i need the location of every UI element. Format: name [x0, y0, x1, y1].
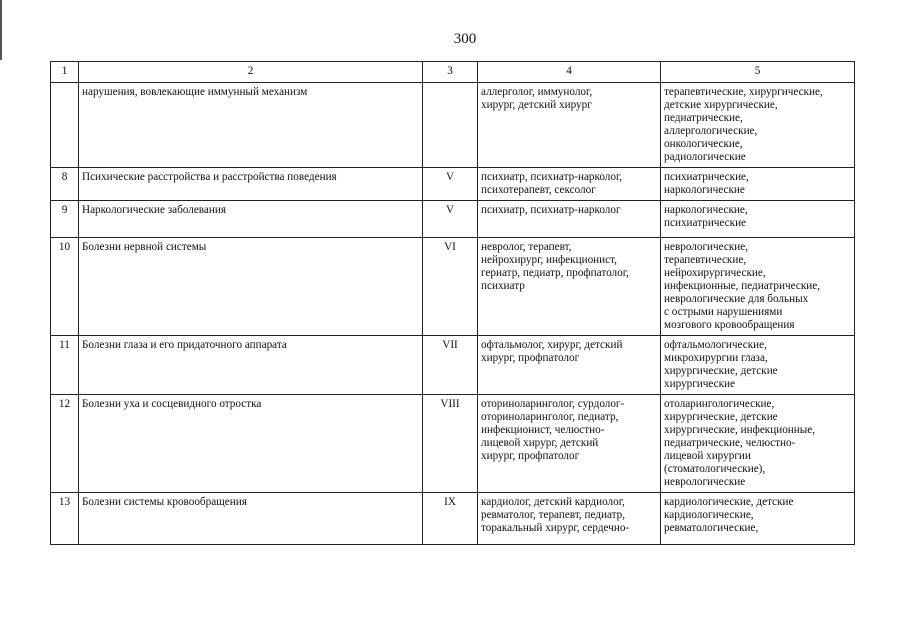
disease-name: нарушения, вовлекающие иммунный механизм	[79, 83, 423, 168]
specialists	[478, 395, 661, 493]
disease-class	[423, 83, 478, 168]
specialists-text: психиатр, психиатр-нарколог, психотерапевт, сексолог	[481, 171, 623, 196]
specialists-text: кардиолог, детский кардиолог, ревматолог, терапевт, педиатр, торакальный хирург, сердечно-	[481, 496, 630, 534]
row-number: 10	[51, 238, 79, 336]
disease-name: Психические расстройства и расстройства поведения	[79, 168, 423, 201]
bed-profiles-text: офтальмологические, микрохирургии глаза, хирургические, детские хирургические	[664, 339, 778, 390]
disease-name: Болезни системы кровообращения	[79, 493, 423, 545]
bed-profiles	[661, 168, 855, 201]
row-number: 12	[51, 395, 79, 493]
bed-profiles	[661, 201, 855, 238]
bed-profiles	[661, 238, 855, 336]
row-number: 9	[51, 201, 79, 238]
disease-class: VIII	[423, 395, 478, 493]
disease-name: Болезни уха и сосцевидного отростка	[79, 395, 423, 493]
specialists-text: оториноларинголог, сурдолог- оториноларинголог, педиатр, инфекционист, челюстно- лицевой хирург, детский хирург, профпатолог	[481, 398, 625, 462]
specialists-text: невролог, терапевт, нейрохирург, инфекционист, гериатр, педиатр, профпатолог, психиатр	[481, 241, 629, 292]
disease-class: V	[423, 201, 478, 238]
table-row	[51, 493, 855, 545]
table-row	[51, 168, 855, 201]
disease-name: Болезни нервной системы	[79, 238, 423, 336]
table-row	[51, 201, 855, 238]
classification-table	[50, 61, 855, 545]
header-col-1: 1	[51, 62, 79, 83]
bed-profiles-text: психиатрические, наркологические	[664, 171, 749, 196]
specialists	[478, 238, 661, 336]
row-number: 11	[51, 336, 79, 395]
disease-class: IX	[423, 493, 478, 545]
header-col-2: 2	[79, 62, 423, 83]
header-col-4: 4	[478, 62, 661, 83]
specialists	[478, 83, 661, 168]
table-row	[51, 83, 855, 168]
row-number	[51, 83, 79, 168]
specialists	[478, 201, 661, 238]
bed-profiles-text: наркологические, психиатрические	[664, 204, 748, 229]
table-row	[51, 336, 855, 395]
row-number: 13	[51, 493, 79, 545]
bed-profiles	[661, 83, 855, 168]
specialists-text: психиатр, психиатр-нарколог	[481, 204, 621, 216]
scan-left-edge-mark	[0, 0, 2, 60]
table-row	[51, 395, 855, 493]
table-header-row	[51, 62, 855, 83]
header-col-3: 3	[423, 62, 478, 83]
disease-class: VI	[423, 238, 478, 336]
header-col-5: 5	[661, 62, 855, 83]
bed-profiles-text: терапевтические, хирургические, детские хирургические, педиатрические, аллергологические, онкологические, радиологические	[664, 86, 823, 163]
specialists	[478, 168, 661, 201]
specialists-text: офтальмолог, хирург, детский хирург, профпатолог	[481, 339, 623, 364]
page-number: 300	[453, 31, 477, 47]
table-row	[51, 238, 855, 336]
bed-profiles-text: кардиологические, детские кардиологические, ревматологические,	[664, 496, 794, 534]
disease-name: Болезни глаза и его придаточного аппарата	[79, 336, 423, 395]
specialists-text: аллерголог, иммунолог, хирург, детский хирург	[481, 86, 593, 111]
disease-class: VII	[423, 336, 478, 395]
bed-profiles	[661, 336, 855, 395]
bed-profiles-text: неврологические, терапевтические, нейрохирургические, инфекционные, педиатрические, неврологические для больных с острыми нарушениями мозгового кровообращения	[664, 241, 821, 331]
disease-class: V	[423, 168, 478, 201]
specialists	[478, 493, 661, 545]
row-number: 8	[51, 168, 79, 201]
specialists	[478, 336, 661, 395]
disease-name: Наркологические заболевания	[79, 201, 423, 238]
bed-profiles-text: отоларингологические, хирургические, детские хирургические, инфекционные, педиатрические, челюстно- лицевой хирургии (стоматологические), неврологические	[664, 398, 816, 488]
bed-profiles	[661, 493, 855, 545]
bed-profiles	[661, 395, 855, 493]
